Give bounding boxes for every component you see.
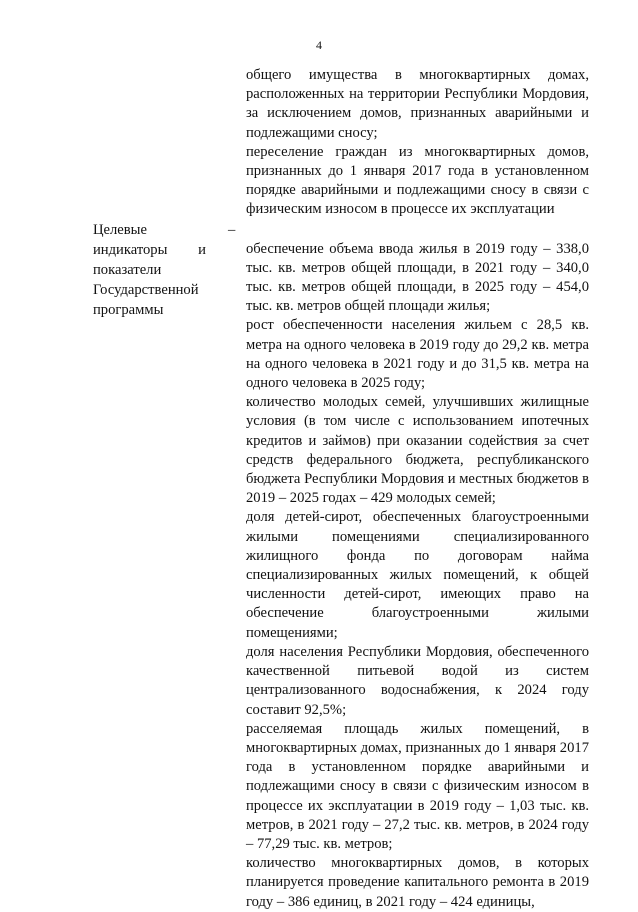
paragraph: общего имущества в многоквартирных домах, расположенных на территории Республики Мордовия, за исключением домов, признанных аварийными и подлежащими сносу;	[246, 67, 589, 141]
indicator-item: количество многоквартирных домов, в которых планируется проведение капитального ремонта в 2019 году – 386 единиц, в 2021 году – 424 единицы,	[246, 855, 589, 910]
program-text-column	[246, 66, 589, 912]
indicator-item: рост обеспеченности населения жильем с 28,5 кв. метра на одного человека в 2019 году до 29,2 кв. метра на одного человека в 2021 году и до 31,5 кв. метра на одного человека в 2025 году;	[246, 317, 589, 392]
top-text-block	[246, 66, 589, 220]
indicator-item: расселяемая площадь жилых помещений, в многоквартирных домах, признанных до 1 января 2017 года в установленном порядке аварийными и подлежащими сносу в связи с физическим износом в процессе их эксплуатации в 2019 году – 1,03 тыс. кв. метров, в 2021 году – 27,2 тыс. кв. метров, в 2024 году – 77,29 тыс. кв. метров;	[246, 720, 589, 852]
section-label: Целевые индикаторы и показатели Государственной программы	[93, 222, 206, 318]
indicator-item: количество молодых семей, улучшивших жилищные условия (в том числе с использованием ипотечных кредитов и займов) при оказании содействия за счет средств федерального бюджета, республиканского бюджета Республики Мордовия и местных бюджетов в 2019 – 2025 годах – 429 молодых семей;	[246, 394, 589, 507]
indicator-item: доля детей-сирот, обеспеченных благоустроенными жилыми помещениями специализированного жилищного фонда по договорам найма специализированных жилых помещений, к общей численности детей-сирот, имеющих право на обеспечение благоустроенными жилыми помещениями;	[246, 509, 589, 641]
indicators-list	[246, 240, 589, 912]
indicator-item: обеспечение объема ввода жилья в 2019 году – 338,0 тыс. кв. метров общей площади, в 2021 году – 340,0 тыс. кв. метров общей площади, в 2025 году – 454,0 тыс. кв. метров общей площади жилья;	[246, 240, 589, 315]
section-dash: –	[228, 222, 236, 238]
paragraph: переселение граждан из многоквартирных домов, признанных до 1 января 2017 года в установленном порядке аварийными и подлежащими сносу в связи с физическим износом в процессе их эксплуатации	[246, 143, 589, 218]
indicator-item: доля населения Республики Мордовия, обеспеченного качественной питьевой водой из систем централизованного водоснабжения, к 2024 году составит 92,5%;	[246, 643, 589, 718]
page-number: 4	[316, 38, 322, 52]
